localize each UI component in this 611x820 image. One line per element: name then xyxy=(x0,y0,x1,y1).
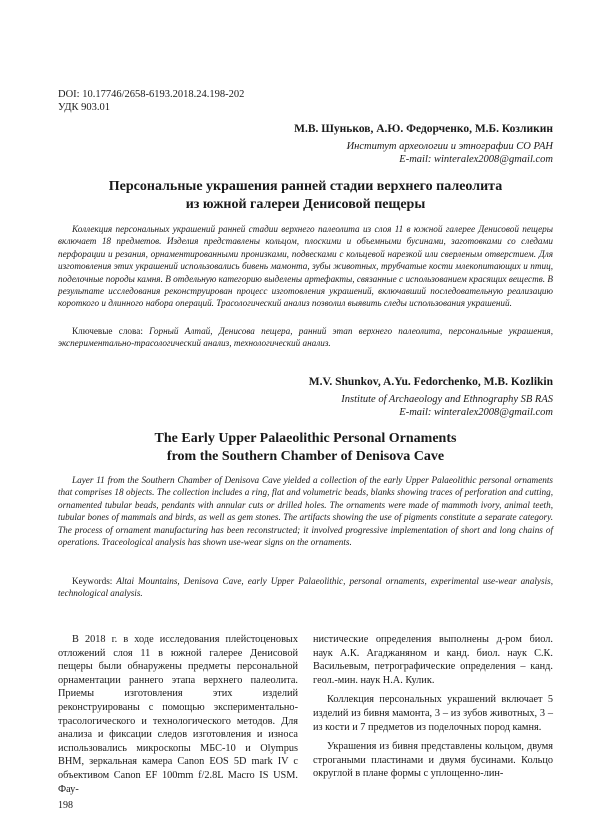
page-number: 198 xyxy=(58,800,73,811)
en-keywords-label: Keywords: xyxy=(72,576,113,586)
en-email[interactable]: E-mail: winteralex2008@gmail.com xyxy=(399,407,553,418)
ru-keywords-text: Горный Алтай, Денисова пещера, ранний этап верхнего палеолита, персональные украшения, экспериментально-трасологический анализ, технологический анализ. xyxy=(58,326,554,349)
ru-keywords xyxy=(58,325,553,350)
en-keywords-text: Altai Mountains, Denisova Cave, early Upper Palaeolithic, personal ornaments, experimental use-wear analysis, technological analysis. xyxy=(58,576,553,599)
ru-email[interactable]: E-mail: winteralex2008@gmail.com xyxy=(399,154,553,165)
body-paragraph: Украшения из бивня представлены кольцом, двумя строгаными пластинами и двумя бусинами. Кольцо округлой в плане формы с уплощенно-лин- xyxy=(313,741,553,780)
ru-authors: М.В. Шуньков, А.Ю. Федорченко, М.Б. Козликин xyxy=(294,123,553,135)
ru-title xyxy=(58,178,553,214)
udc: УДК 903.01 xyxy=(58,102,111,113)
en-authors: M.V. Shunkov, A.Yu. Fedorchenko, M.B. Kozlikin xyxy=(308,376,553,388)
ru-abstract: Коллекция персональных украшений ранней стадии верхнего палеолита из слоя 11 в южной галерее Денисовой пещеры включает 18 предметов. Изделия представлены кольцом, плоскими и объемными бусинами, заготовками со следами перфорации и резания, орнаментированными пронизками, подвесками с кольцевой нарезкой или сверленым отверстием. Для изготовления этих украшений использовались бивень мамонта, зубы животных, трубчатые кости млекопитающих и птиц, поделочные породы камня. В отдельную категорию выделены артефакты, связанные с использованием красящих веществ. В результате исследования реконструирован процесс изготовления украшений, включавший последовательную реализацию короткого и длинного набора операций. Трасологический анализ позволил выявить следы использования украшений. xyxy=(58,224,553,309)
ru-title-line1: Персональные украшения ранней стадии верхнего палеолита xyxy=(108,179,503,194)
body-column-left xyxy=(58,633,298,797)
ru-keywords-label: Ключевые слова: xyxy=(72,326,143,336)
doi[interactable]: DOI: 10.17746/2658-6193.2018.24.198-202 xyxy=(58,89,245,100)
en-title xyxy=(58,430,553,466)
body-paragraph: В 2018 г. в ходе исследования плейстоценовых отложений слоя 11 в южной галерее Денисовой пещеры были обнаружены предметы персональной орнаментации раннего этапа верхнего палеолита. Приемы изготовления этих изделий реконструированы с помощью экспериментально-трасологического и технологического методов. Для анализа и фиксации следов изготовления и износа использовались микроскопы МБС-10 и Olympus BHM, зеркальная камера Canon EOS 5D mark IV с объективом Canon EF 100mm f/2.8L Macro IS USM. Фау- xyxy=(58,634,298,795)
body-column-right xyxy=(313,633,553,782)
body-paragraph: Коллекция персональных украшений включает 5 изделий из бивня мамонта, 3 – из зубов животных, 3 – из кости и 7 предметов из поделочных пород камня. xyxy=(313,694,553,733)
en-keywords xyxy=(58,575,553,600)
ru-title-line2: из южной галереи Денисовой пещеры xyxy=(185,197,426,212)
ru-institute: Институт археологии и этнографии СО РАН xyxy=(346,141,553,152)
body-paragraph: нистические определения выполнены д-ром биол. наук А.К. Агаджаняном и канд. биол. наук С.К. Васильевым, петрографические определения – канд. геол.-мин. наук Н.А. Кулик. xyxy=(313,634,553,686)
en-title-line1: The Early Upper Palaeolithic Personal Ornaments xyxy=(154,431,457,446)
en-institute: Institute of Archaeology and Ethnography SB RAS xyxy=(341,394,553,405)
en-title-line2: from the Southern Chamber of Denisova Cave xyxy=(166,449,445,464)
en-abstract: Layer 11 from the Southern Chamber of Denisova Cave yielded a collection of the early Upper Palaeolithic personal ornaments that comprises 18 objects. The collection includes a ring, flat and volumetric beads, blanks showing traces of perforation and cutting, ornamented tubular beads, pendants with annular cuts or drilled holes. The ornaments were made of mammoth ivory, animal teeth, tubular bones of mammals and birds, as well as gem stones. The artifacts showing the use of pigments constitute a separate category. The process of ornament manufacturing has been reconstructed; it involved progressive implementation of short and long chains of operations. Traceological analysis has shown use-wear signs on the ornaments. xyxy=(58,475,553,548)
